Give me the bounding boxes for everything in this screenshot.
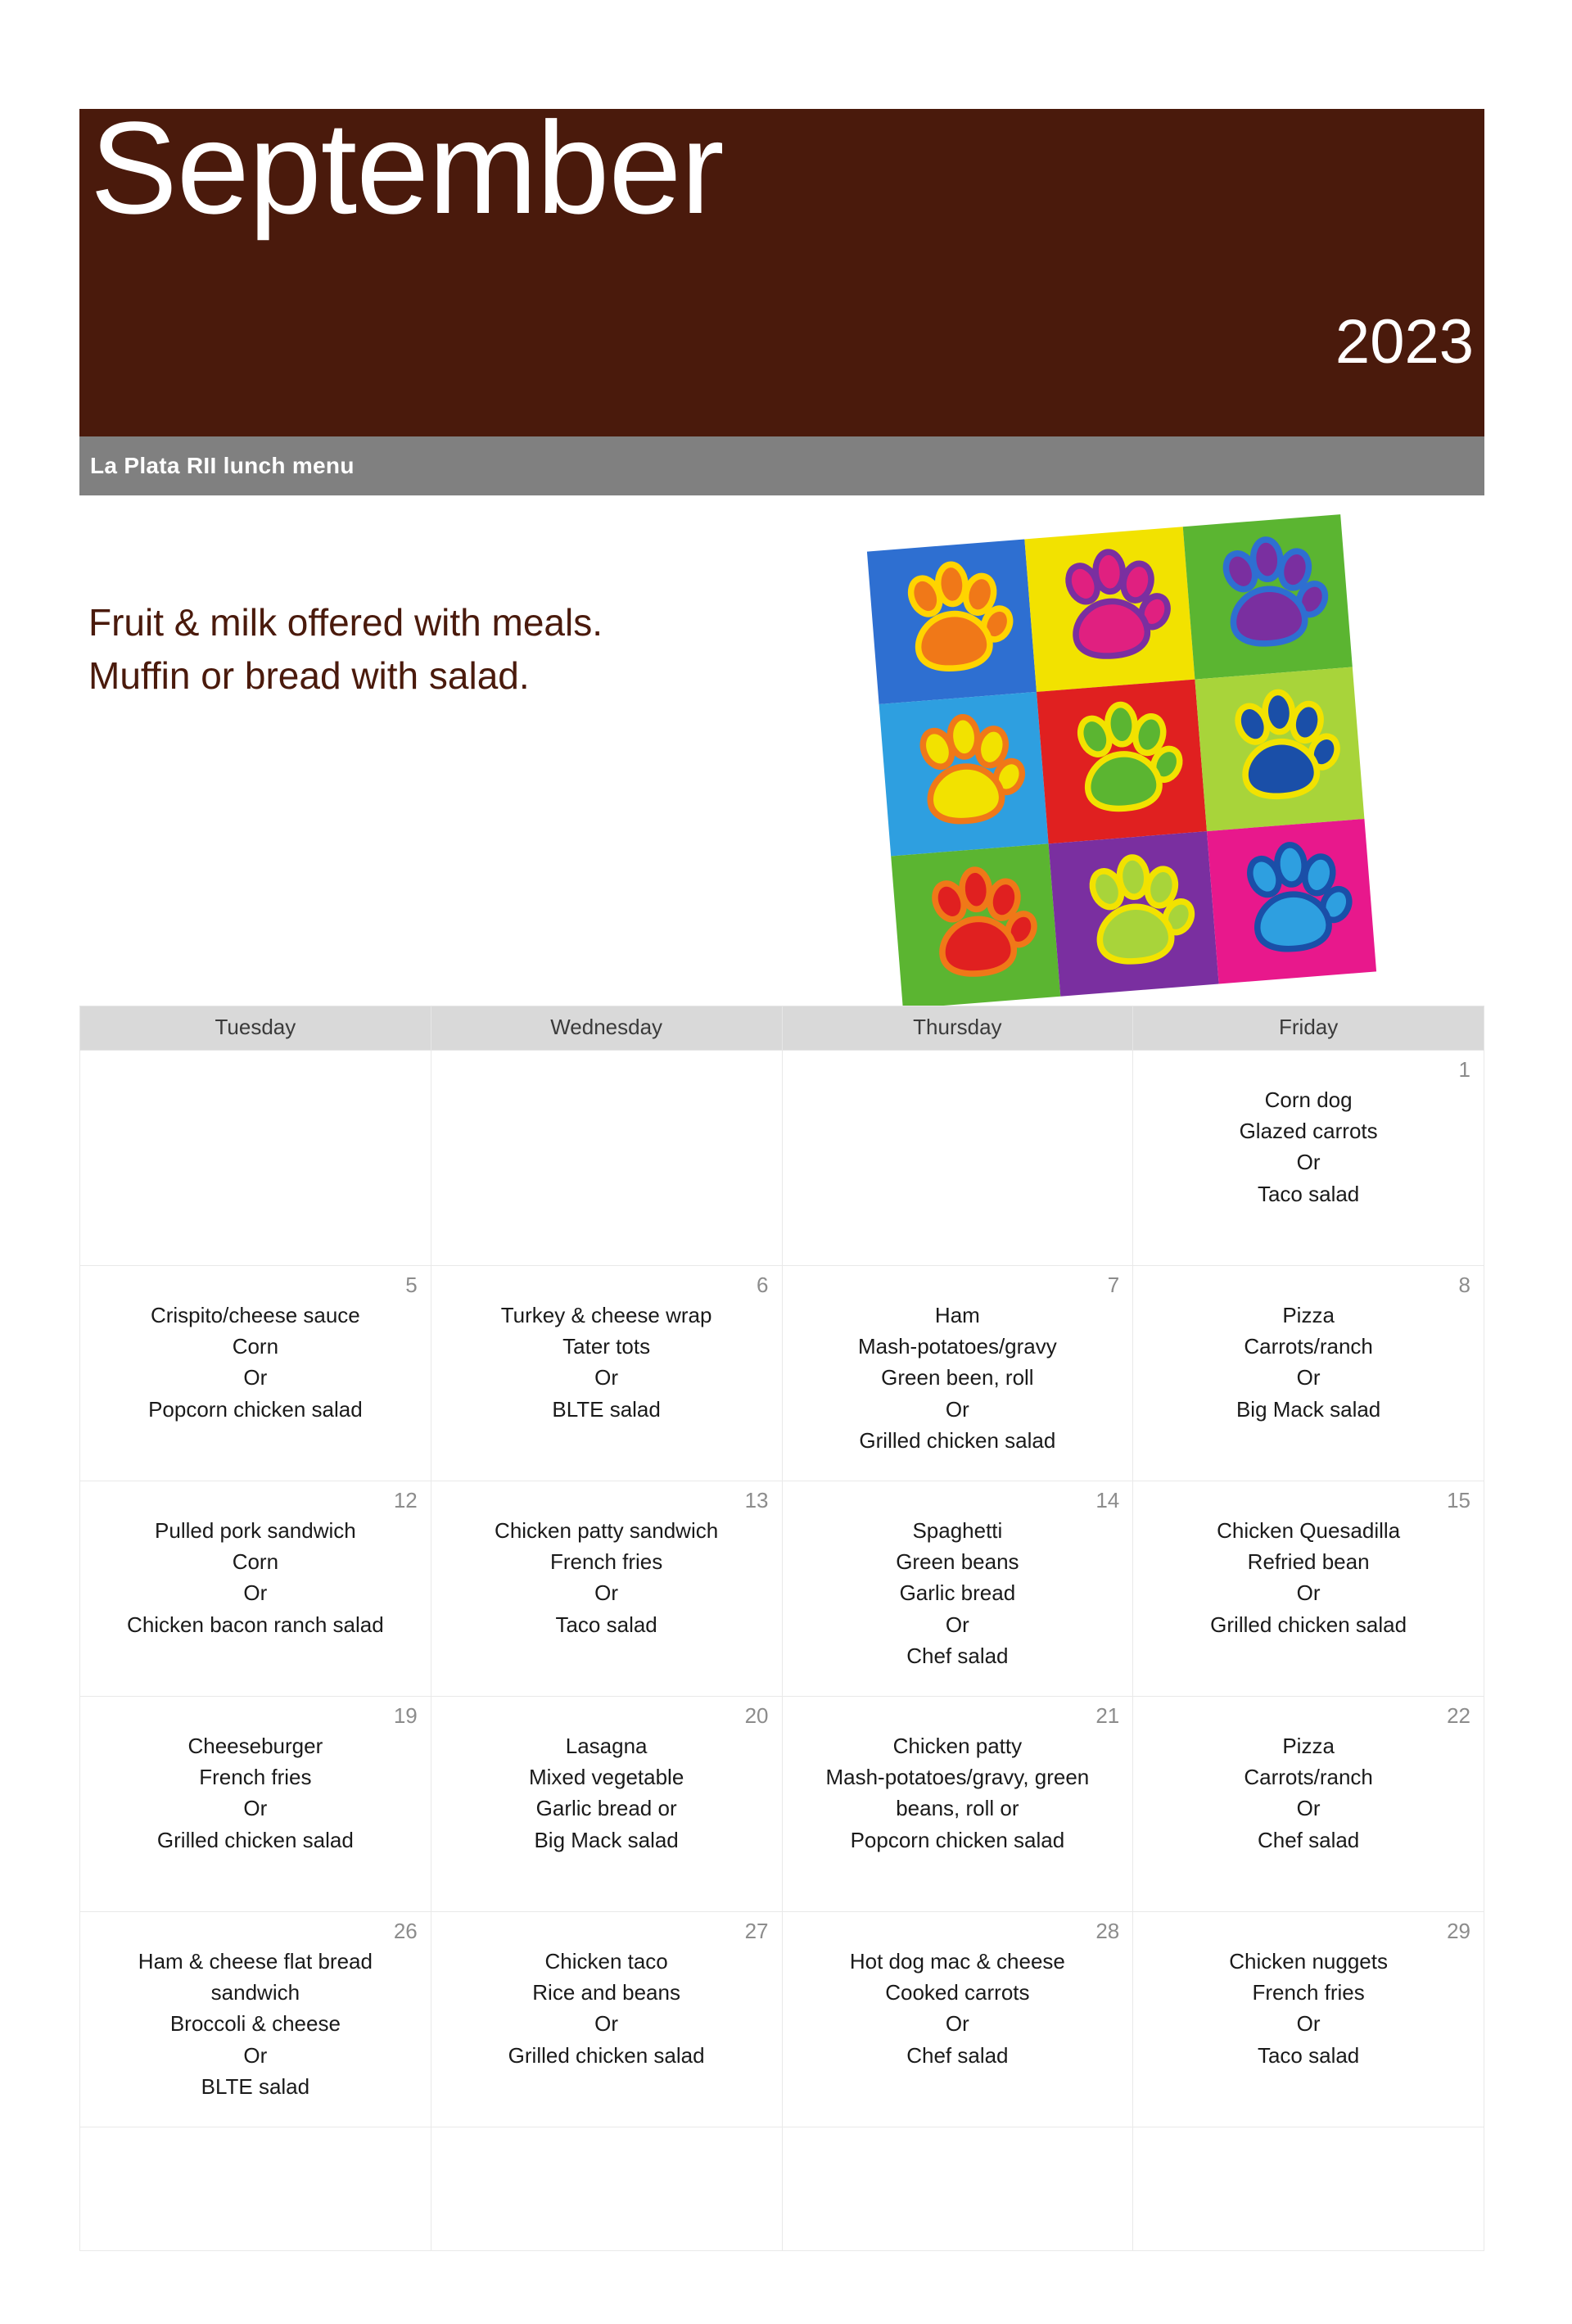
calendar-column-header: Wednesday — [431, 1006, 782, 1051]
menu-items — [431, 1082, 782, 1083]
day-number: 29 — [1447, 1919, 1470, 1943]
menu-item: Chicken bacon ranch salad — [127, 1612, 384, 1637]
day-number — [431, 2127, 782, 2159]
menu-item: Carrots/ranch — [1244, 1334, 1373, 1359]
paw-print-icon — [1182, 514, 1352, 679]
day-number — [80, 2127, 431, 2159]
menu-item: Or — [945, 1396, 969, 1422]
paw-print-icon — [1037, 679, 1206, 843]
calendar-column-header: Thursday — [782, 1006, 1133, 1051]
menu-item: Garlic bread — [899, 1580, 1016, 1606]
day-number — [80, 1051, 431, 1082]
menu-items — [783, 1944, 1133, 2071]
calendar-day-cell — [782, 1912, 1133, 2127]
menu-item: Taco salad — [555, 1612, 657, 1637]
calendar-day-cell — [1133, 1481, 1484, 1697]
calendar-day-cell — [431, 2127, 782, 2251]
day-number — [431, 1051, 782, 1082]
day-number: 8 — [1458, 1273, 1470, 1297]
menu-item: Lasagna — [565, 1734, 648, 1758]
day-number: 28 — [1095, 1919, 1120, 1943]
day-number: 12 — [393, 1488, 418, 1512]
calendar-day-cell — [1133, 1266, 1484, 1481]
menu-item: Mixed vegetable — [528, 1765, 684, 1790]
menu-items — [431, 1729, 782, 1856]
calendar-day-cell — [431, 1481, 782, 1697]
day-number — [783, 1051, 1133, 1082]
menu-item: Or — [594, 1580, 619, 1606]
calendar-week-row — [80, 1481, 1484, 1697]
menu-item: Ham & cheese flat bread sandwich — [138, 1949, 373, 2005]
menu-items — [1133, 1729, 1484, 1856]
calendar-week-row — [80, 1266, 1484, 1481]
year-label: 2023 — [1335, 307, 1474, 377]
calendar-day-cell — [782, 2127, 1133, 2251]
menu-item: Crispito/cheese sauce — [150, 1303, 360, 1327]
calendar-week-row — [80, 1912, 1484, 2127]
calendar-day-cell — [1133, 1912, 1484, 2127]
calendar-day-cell — [782, 1481, 1133, 1697]
menu-item: Or — [1296, 2011, 1321, 2037]
day-number: 20 — [744, 1703, 769, 1728]
menu-item: Or — [1296, 1150, 1321, 1175]
paw-print-icon — [1025, 527, 1195, 691]
menu-item: Or — [945, 1612, 969, 1637]
day-number: 14 — [1095, 1488, 1120, 1512]
menu-item: Hot dog mac & cheese — [849, 1949, 1065, 1974]
menu-item: Taco salad — [1257, 2042, 1360, 2068]
calendar-day-cell — [80, 1697, 431, 1912]
menu-item: Pizza — [1282, 1734, 1335, 1758]
menu-item: Or — [945, 2011, 969, 2037]
day-number: 15 — [1447, 1488, 1470, 1512]
calendar-day-cell — [782, 1697, 1133, 1912]
menu-items — [1133, 1513, 1484, 1640]
calendar-header-row — [80, 1006, 1484, 1051]
paw-print-icon — [879, 692, 1049, 857]
menu-item: Taco salad — [1257, 1181, 1360, 1206]
page-title: September — [90, 94, 724, 241]
menu-items — [431, 1298, 782, 1425]
menu-item: French fries — [549, 1549, 663, 1575]
calendar-day-cell — [80, 1266, 431, 1481]
paw-print-icon — [1207, 819, 1376, 983]
paw-print-icon — [1049, 831, 1218, 996]
menu-item: Chicken patty — [892, 1734, 1023, 1758]
menu-item: Corn — [232, 1549, 279, 1575]
menu-item: Turkey & cheese wrap — [500, 1303, 712, 1327]
menu-item: Grilled chicken salad — [508, 2042, 705, 2068]
paw-grid — [867, 514, 1376, 1009]
calendar-week-row — [80, 2127, 1484, 2251]
menu-items — [80, 1513, 431, 1640]
menu-item: French fries — [1252, 1980, 1365, 2005]
menu-item: Corn — [232, 1334, 279, 1359]
menu-item: Big Mack salad — [1235, 1396, 1381, 1422]
menu-item: Cooked carrots — [885, 1980, 1030, 2005]
calendar-day-cell — [1133, 1051, 1484, 1266]
day-number: 7 — [1107, 1273, 1120, 1297]
menu-items — [80, 1729, 431, 1856]
menu-items — [783, 1513, 1133, 1671]
day-number: 5 — [405, 1273, 418, 1297]
menu-item: Pizza — [1282, 1303, 1335, 1327]
menu-items — [80, 2159, 431, 2160]
day-number — [1133, 2127, 1484, 2159]
day-number: 21 — [1095, 1703, 1120, 1728]
day-number: 19 — [393, 1703, 418, 1728]
menu-item: Chef salad — [906, 1643, 1009, 1668]
day-number: 26 — [393, 1919, 418, 1943]
menu-item: French fries — [199, 1765, 312, 1790]
menu-item: Mash-potatoes/gravy, green beans, roll or — [825, 1765, 1090, 1821]
menu-item: BLTE salad — [201, 2073, 310, 2099]
calendar-day-cell — [782, 1266, 1133, 1481]
calendar-day-cell — [431, 1266, 782, 1481]
menu-item: Chicken nuggets — [1229, 1949, 1388, 1974]
menu-item: Garlic bread or — [535, 1796, 677, 1821]
menu-item: Glazed carrots — [1239, 1119, 1378, 1144]
menu-item: Chef salad — [906, 2042, 1009, 2068]
menu-items — [431, 2159, 782, 2160]
paw-print-icon — [891, 844, 1060, 1009]
day-number: 1 — [1458, 1057, 1470, 1082]
menu-item: Popcorn chicken salad — [850, 1827, 1065, 1852]
subheader-label: La Plata RII lunch menu — [90, 453, 355, 478]
day-number — [783, 2127, 1133, 2159]
menu-item: Tater tots — [562, 1334, 651, 1359]
menu-item: Or — [1296, 1365, 1321, 1390]
menu-item: Refried bean — [1247, 1549, 1370, 1575]
menu-item: BLTE salad — [552, 1396, 661, 1422]
menu-item: Broccoli & cheese — [169, 2011, 341, 2037]
menu-item: Corn dog — [1264, 1087, 1353, 1112]
menu-note-line-1: Fruit & milk offered with meals. — [88, 601, 603, 644]
menu-items — [783, 2159, 1133, 2160]
calendar-day-cell — [1133, 2127, 1484, 2251]
menu-item: Or — [243, 1365, 268, 1390]
calendar-week-row — [80, 1051, 1484, 1266]
day-number: 22 — [1447, 1703, 1470, 1728]
menu-item: Or — [594, 1365, 619, 1390]
menu-item: Grilled chicken salad — [859, 1427, 1056, 1453]
menu-item: Grilled chicken salad — [156, 1827, 354, 1852]
menu-items — [1133, 1298, 1484, 1425]
menu-item: Mash-potatoes/gravy — [857, 1334, 1057, 1359]
menu-item: Or — [243, 1580, 268, 1606]
menu-items — [783, 1298, 1133, 1456]
menu-item: Chef salad — [1257, 1827, 1360, 1852]
calendar-day-cell — [80, 1912, 431, 2127]
menu-items — [80, 1082, 431, 1083]
menu-item: Or — [1296, 1580, 1321, 1606]
calendar-day-cell — [80, 1481, 431, 1697]
menu-item: Or — [243, 2042, 268, 2068]
calendar-day-cell — [431, 1912, 782, 2127]
menu-item: Chicken patty sandwich — [495, 1518, 719, 1543]
paw-print-collage-image — [867, 514, 1376, 1009]
menu-item: Or — [594, 2011, 619, 2037]
menu-item: Grilled chicken salad — [1210, 1612, 1407, 1637]
menu-item: Popcorn chicken salad — [148, 1396, 363, 1422]
menu-item: Chicken Quesadilla — [1217, 1518, 1401, 1543]
menu-item: Or — [1296, 1796, 1321, 1821]
calendar-day-cell — [431, 1051, 782, 1266]
menu-note-line-2: Muffin or bread with salad. — [88, 654, 530, 698]
menu-item: Ham — [934, 1303, 980, 1327]
menu-items — [783, 1729, 1133, 1856]
calendar-day-cell — [431, 1697, 782, 1912]
menu-item: Spaghetti — [912, 1518, 1003, 1543]
menu-item: Green been, roll — [881, 1365, 1034, 1390]
menu-items — [1133, 1944, 1484, 2071]
menu-items — [80, 1944, 431, 2102]
paw-print-icon — [1195, 667, 1364, 831]
menu-item: Pulled pork sandwich — [155, 1518, 356, 1543]
day-number: 13 — [744, 1488, 769, 1512]
menu-item: Or — [243, 1796, 268, 1821]
calendar-day-cell — [782, 1051, 1133, 1266]
menu-items — [783, 1082, 1133, 1083]
day-number: 27 — [744, 1919, 769, 1943]
calendar-day-cell — [1133, 1697, 1484, 1912]
menu-items — [431, 1944, 782, 2071]
menu-note — [88, 596, 907, 703]
menu-item: Carrots/ranch — [1244, 1765, 1373, 1790]
calendar-column-header: Tuesday — [80, 1006, 431, 1051]
calendar-body — [80, 1051, 1484, 2251]
calendar-week-row — [80, 1697, 1484, 1912]
day-number: 6 — [757, 1273, 769, 1297]
menu-items — [431, 1513, 782, 1640]
menu-item: Rice and beans — [532, 1980, 680, 2005]
menu-items — [1133, 1083, 1484, 1209]
calendar-column-header: Friday — [1133, 1006, 1484, 1051]
calendar-day-cell — [80, 1051, 431, 1266]
menu-items — [1133, 2159, 1484, 2160]
calendar-day-cell — [80, 2127, 431, 2251]
menu-item: Big Mack salad — [534, 1827, 679, 1852]
menu-items — [80, 1298, 431, 1425]
menu-item: Green beans — [896, 1549, 1019, 1575]
menu-item: Chicken taco — [544, 1949, 668, 1974]
paw-print-icon — [867, 539, 1037, 703]
menu-item: Cheeseburger — [187, 1734, 323, 1758]
lunch-menu-calendar — [79, 1006, 1484, 2251]
